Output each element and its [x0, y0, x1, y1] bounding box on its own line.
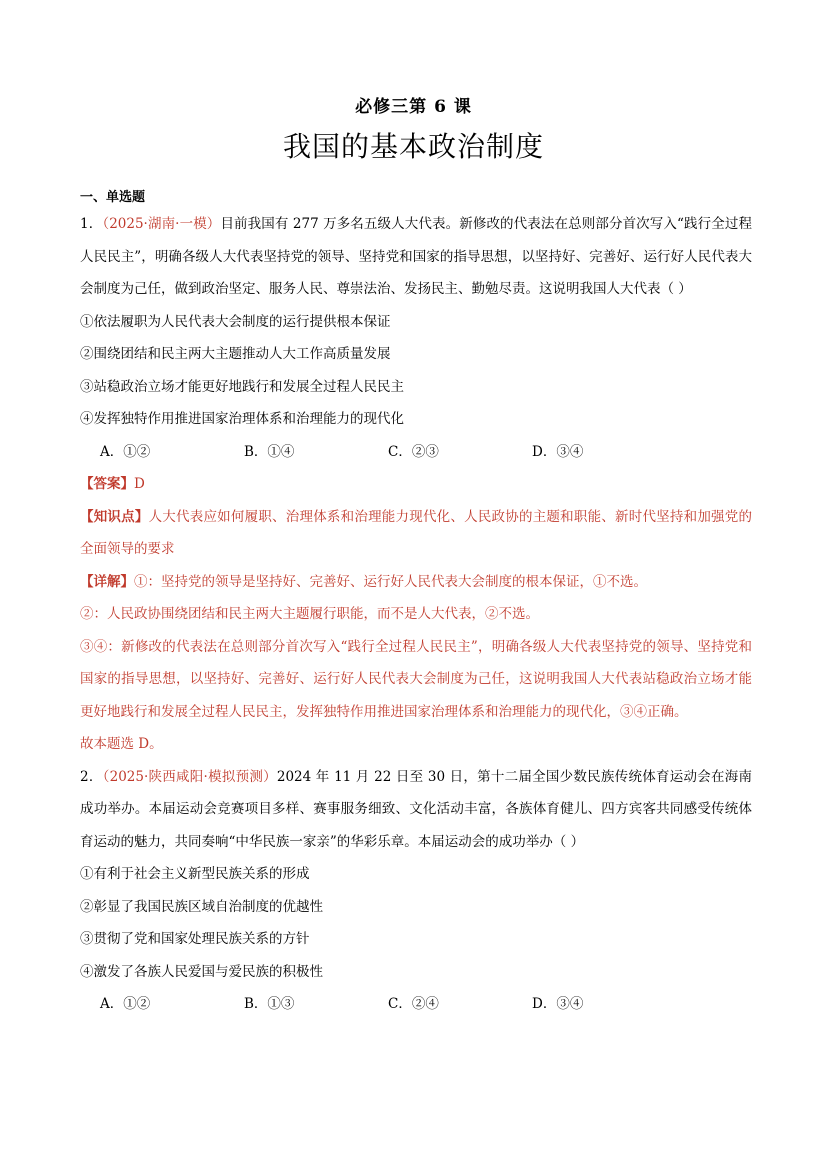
answer-options: [80, 988, 752, 1021]
option-c: C．②④: [388, 996, 439, 1012]
answer-value: D: [134, 476, 145, 492]
statement-item: ②围绕团结和民主两大主题推动人大工作高质量发展: [80, 346, 391, 362]
question-text: 目前我国有 277 万多名五级人大代表。新修改的代表法在总则部分首次写入“践行全过程人民民主”，明确各级人大代表坚持党的领导、坚持党和国家的指导思想，以坚持好、完善好、运行好人民代表大会制度为己任，做到政治坚定、服务人民、尊崇法治、发扬民主、勤勉尽责。这说明我国人大代表（ ）: [80, 216, 752, 297]
section-title: 一、单选题: [80, 190, 146, 205]
statement-item: ①有利于社会主义新型民族关系的形成: [80, 866, 310, 882]
option-b: B．①③: [244, 996, 295, 1012]
detail-label: 【详解】: [80, 573, 134, 590]
option-a: A．①②: [100, 443, 151, 460]
conclusion: 故本题选 D。: [80, 736, 163, 752]
question-stem: [80, 761, 752, 859]
content: [80, 188, 752, 1021]
question-stem: [80, 208, 752, 306]
statement-item: ③站稳政治立场才能更好地践行和发展全过程人民民主: [80, 378, 404, 395]
answer-label: 【答案】: [80, 476, 134, 492]
question-text: 2024 年 11 月 22 日至 30 日，第十二届全国少数民族传统体育运动会在海南成功举办。本届运动会竞赛项目多样、赛事服务细致、文化活动丰富，各族体育健儿、四方宾客共同感受传统体育运动的魅力，共同奏响“中华民族一家亲”的华彩乐章。本届运动会的成功举办（ ）: [80, 768, 752, 850]
answer-line: [80, 468, 752, 501]
statement-item: ③贯彻了党和国家处理民族关系的方针: [80, 931, 310, 947]
question-2: [80, 761, 752, 1021]
option-a: A．①②: [100, 996, 151, 1012]
question-number: 1．: [80, 216, 103, 232]
detail-line: [80, 566, 752, 599]
question-source: （2025·湖南·一模）: [102, 216, 221, 232]
option-d: D．③④: [532, 443, 584, 460]
detail-line: ③④：新修改的代表法在总则部分首次写入“践行全过程人民民主”，明确各级人大代表坚持党的领导、坚持党和国家的指导思想，以坚持好、完善好、运行好人民代表大会制度为己任，这说明我国人大代表站稳政治立场才能更好地践行和发展全过程人民民主，发挥独特作用推进国家治理体系和治理能力的现代化，③④正确。: [80, 638, 752, 720]
question-source: （2025·陕西咸阳·模拟预测）: [102, 768, 277, 785]
detail-text: ①：坚持党的领导是坚持好、完善好、运行好人民代表大会制度的根本保证，①不选。: [134, 573, 647, 590]
statement-item: ②彰显了我国民族区域自治制度的优越性: [80, 898, 323, 915]
question-number: 2．: [80, 768, 103, 785]
question-1: [80, 208, 752, 761]
lesson-subtitle: 必修三第 6 课: [355, 97, 472, 117]
option-b: B．①④: [244, 443, 295, 460]
answer-options: [80, 436, 752, 469]
knowledge-point: [80, 501, 752, 566]
option-c: C．②③: [388, 443, 439, 460]
option-d: D．③④: [532, 996, 584, 1012]
knowledge-text: 人大代表应如何履职、治理体系和治理能力现代化、人民政协的主题和职能、新时代坚持和加强党的全面领导的要求: [80, 508, 752, 557]
detail-line: ②：人民政协围绕团结和民主两大主题履行职能，而不是人大代表，②不选。: [80, 606, 539, 622]
lesson-title: 我国的基本政治制度: [282, 130, 544, 163]
statement-item: ④发挥独特作用推进国家治理体系和治理能力的现代化: [80, 411, 404, 427]
statement-item: ①依法履职为人民代表大会制度的运行提供根本保证: [80, 313, 391, 330]
knowledge-label: 【知识点】: [80, 508, 149, 525]
statement-item: ④激发了各族人民爱国与爱民族的积极性: [80, 963, 323, 980]
